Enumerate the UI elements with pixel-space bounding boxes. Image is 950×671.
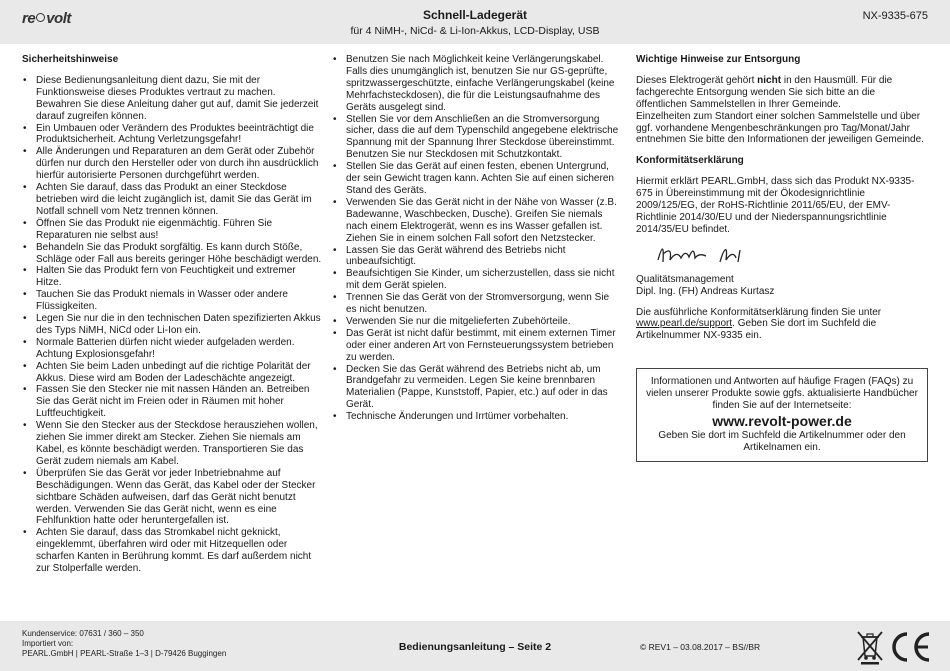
product-title: Schnell-Ladegerät xyxy=(422,8,528,22)
importer-address: PEARL.GmbH | PEARL-Straße 1–3 | D-79426 Buggingen xyxy=(22,649,227,658)
footer-contact xyxy=(22,629,226,659)
handwritten-signature xyxy=(654,240,774,268)
product-subtitle: für 4 NiMH-, NiCd- & Li-Ion-Akkus, LCD-Display, USB xyxy=(350,25,600,37)
safety-item: • Alle Änderungen und Reparaturen an dem Gerät oder Zubehör dürfen nur durch den Hersteller oder von durch ihn ausdrücklich hierfür autorisierte Personen durchgeführt werden. xyxy=(22,146,322,182)
safety-heading: Sicherheitshinweise xyxy=(22,54,119,65)
safety-column-1 xyxy=(22,54,322,575)
safety-item: • Technische Änderungen und Irrtümer vorbehalten. xyxy=(332,411,622,423)
faq-url-link[interactable]: www.revolt-power.de xyxy=(712,413,852,430)
safety-item: • Halten Sie das Produkt fern von Feuchtigkeit und extremer Hitze. xyxy=(22,265,322,289)
safety-list-1 xyxy=(22,75,322,575)
customer-service: Kundenservice: 07631 / 360 – 350 xyxy=(22,629,144,638)
faq-box xyxy=(636,368,928,462)
safety-item: • Diese Bedienungsanleitung dient dazu, Sie mit der Funktionsweise dieses Produktes vertraut zu machen. Bewahren Sie diese Anleitung daher gut auf, damit Sie jederzeit darauf zugreifen können. xyxy=(22,75,322,123)
safety-item: • Stellen Sie vor dem Anschließen an die Stromversorgung sicher, dass die auf dem Typenschild angegebene elektrische Spannung mit der Spannung Ihrer Steckdose übereinstimmt. Benutzen Sie nur Steckdosen mit Schutzkontakt. xyxy=(332,114,622,162)
safety-item: • Stellen Sie das Gerät auf einen festen, ebenen Untergrund, der sein Gewicht tragen kann. Achten Sie auf einen sicheren Stand des Geräts. xyxy=(332,161,622,197)
brand-logo: re volt xyxy=(22,10,71,27)
conformity-more-info: Die ausführliche Konformitätserklärung finden Sie unter www.pearl.de/support. Geben Sie dort im Suchfeld die Artikelnummer NX-9335 ein. xyxy=(636,306,882,342)
safety-item: • Beaufsichtigen Sie Kinder, um sicherzustellen, dass sie nicht mit dem Gerät spielen. xyxy=(332,268,622,292)
page-header xyxy=(0,0,950,44)
revision-info: © REV1 – 03.08.2017 – BS//BR xyxy=(640,642,761,652)
safety-item: • Achten Sie darauf, dass das Produkt an einer Steckdose betrieben wird die leicht zugänglich ist, damit Sie das Gerät im Notfall schnell vom Netz trennen können. xyxy=(22,182,322,218)
safety-item: • Decken Sie das Gerät während des Betriebs nicht ab, um Brandgefahr zu vermeiden. Legen Sie keine brennbaren Materialien (Pappe, Kunststoff, Papier, etc.) auf oder in das Gerät. xyxy=(332,364,622,412)
logo-mark-icon xyxy=(36,13,45,22)
ce-mark-icon xyxy=(888,630,932,664)
safety-list-2 xyxy=(332,54,622,423)
page-footer xyxy=(0,621,950,671)
safety-item: • Benutzen Sie nach Möglichkeit keine Verlängerungskabel. Falls dies unumgänglich ist, benutzen Sie nur GS-geprüfte, spritzwassergeschützte, einfache Verlängerungskabel (keine Mehrfachsteckdosen), die für die Leistungsaufnahme des Geräts ausgelegt sind. xyxy=(332,54,622,114)
safety-item: • Ein Umbauen oder Verändern des Produktes beeinträchtigt die Produktsicherheit. Achtung Verletzungsgefahr! xyxy=(22,123,322,147)
faq-outro: Geben Sie dort im Suchfeld die Artikelnummer oder den Artikelnamen ein. xyxy=(658,430,906,454)
page-label: Bedienungsanleitung – Seite 2 xyxy=(398,641,552,653)
disposal-heading: Wichtige Hinweise zur Entsorgung xyxy=(636,54,801,65)
weee-bin-icon xyxy=(855,629,885,665)
safety-item: • Normale Batterien dürfen nicht wieder aufgeladen werden. Achtung Explosionsgefahr! xyxy=(22,337,322,361)
safety-item: • Verwenden Sie nur die mitgelieferten Zubehörteile. xyxy=(332,316,622,328)
safety-item: • Trennen Sie das Gerät von der Stromversorgung, wenn Sie es nicht benutzen. xyxy=(332,292,622,316)
safety-item: • Fassen Sie den Stecker nie mit nassen Händen an. Betreiben Sie das Gerät nicht im Freien oder in Räumen mit hoher Luftfeuchtigkeit. xyxy=(22,384,322,420)
safety-item: • Achten Sie beim Laden unbedingt auf die richtige Polarität der Akkus. Diese wird am Boden der Ladeschächte angezeigt. xyxy=(22,361,322,385)
disposal-details: Einzelheiten zum Standort einer solchen Sammelstelle und über ggf. vorhandene Mengenbeschränkungen pro Tag/Monat/Jahr entnehmen Sie bitte den Informationen der jeweiligen Gemeinde. xyxy=(636,110,924,146)
safety-item: • Öffnen Sie das Produkt nie eigenmächtig. Führen Sie Reparaturen nie selbst aus! xyxy=(22,218,322,242)
product-code: NX-9335-675 xyxy=(862,10,928,22)
safety-column-2 xyxy=(332,54,622,423)
safety-item: • Achten Sie darauf, dass das Stromkabel nicht geknickt, eingeklemmt, überfahren wird oder mit Hitzequellen oder scharfen Kanten in Berührung kommt. Es darf außerdem nicht zur Stolperfalle werden. xyxy=(22,527,322,575)
safety-item: • Das Gerät ist nicht dafür bestimmt, mit einem externen Timer oder einer anderen Art von Fernsteuerungssystem betrieben zu werden. xyxy=(332,328,622,364)
faq-intro: Informationen und Antworten auf häufige Fragen (FAQs) zu vielen unserer Produkte sowie ggfs. aktualisierte Handbücher finden Sie auf der Internetseite: xyxy=(646,376,918,412)
importer-label: Importiert von: xyxy=(22,639,74,648)
safety-item: • Wenn Sie den Stecker aus der Steckdose herausziehen wollen, ziehen Sie immer direkt am Stecker. Ziehen Sie niemals am Kabel, es könnte beschädigt werden. Transportieren Sie das Gerät zudem niemals am Kabel. xyxy=(22,420,322,468)
safety-item: • Behandeln Sie das Produkt sorgfältig. Es kann durch Stöße, Schläge oder Fall aus bereits geringer Höhe beschädigt werden. xyxy=(22,242,322,266)
safety-item: • Tauchen Sie das Produkt niemals in Wasser oder andere Flüssigkeiten. xyxy=(22,289,322,313)
disposal-text: Dieses Elektrogerät gehört nicht in den Hausmüll. Für die fachgerechte Entsorgung wenden Sie sich bitte an die öffentlichen Sammelstellen in Ihrer Gemeinde. xyxy=(636,74,893,110)
conformity-text: Hiermit erklärt PEARL.GmbH, dass sich das Produkt NX-9335-675 in Übereinstimmung mit der Ökodesignrichtlinie 2009/125/EG, der RoHS-Richtlinie 2011/65/EU, der EMV-Richtlinie 2014/30/EU und der Niederspannungsrichtlinie 2014/35/EU befindet. xyxy=(636,176,915,235)
safety-item: • Überprüfen Sie das Gerät vor jeder Inbetriebnahme auf Beschädigungen. Wenn das Gerät, das Kabel oder der Stecker sichtbare Schäden aufweisen, darf das Gerät nicht benutzt werden. Verwenden Sie das Gerät nicht, wenn es eine Fehlfunktion hatte oder heruntergefallen ist. xyxy=(22,468,322,528)
signer-name: Dipl. Ing. (FH) Andreas Kurtasz xyxy=(636,285,775,297)
safety-item: • Lassen Sie das Gerät während des Betriebs nicht unbeaufsichtigt. xyxy=(332,245,622,269)
info-column xyxy=(636,54,928,462)
safety-item: • Legen Sie nur die in den technischen Daten spezifizierten Akkus des Typs NiMH, NiCd oder Li-Ion ein. xyxy=(22,313,322,337)
conformity-heading: Konformitätserklärung xyxy=(636,155,744,167)
signer-role: Qualitätsmanagement xyxy=(636,273,734,285)
safety-item: • Verwenden Sie das Gerät nicht in der Nähe von Wasser (z.B. Badewanne, Waschbecken, Dusche). Greifen Sie niemals nach einem Elektrogerät, wenn es ins Wasser gefallen ist. Ziehen Sie in einem solchen Fall sofort den Netzstecker. xyxy=(332,197,622,245)
support-link[interactable]: www.pearl.de/support xyxy=(636,318,733,330)
